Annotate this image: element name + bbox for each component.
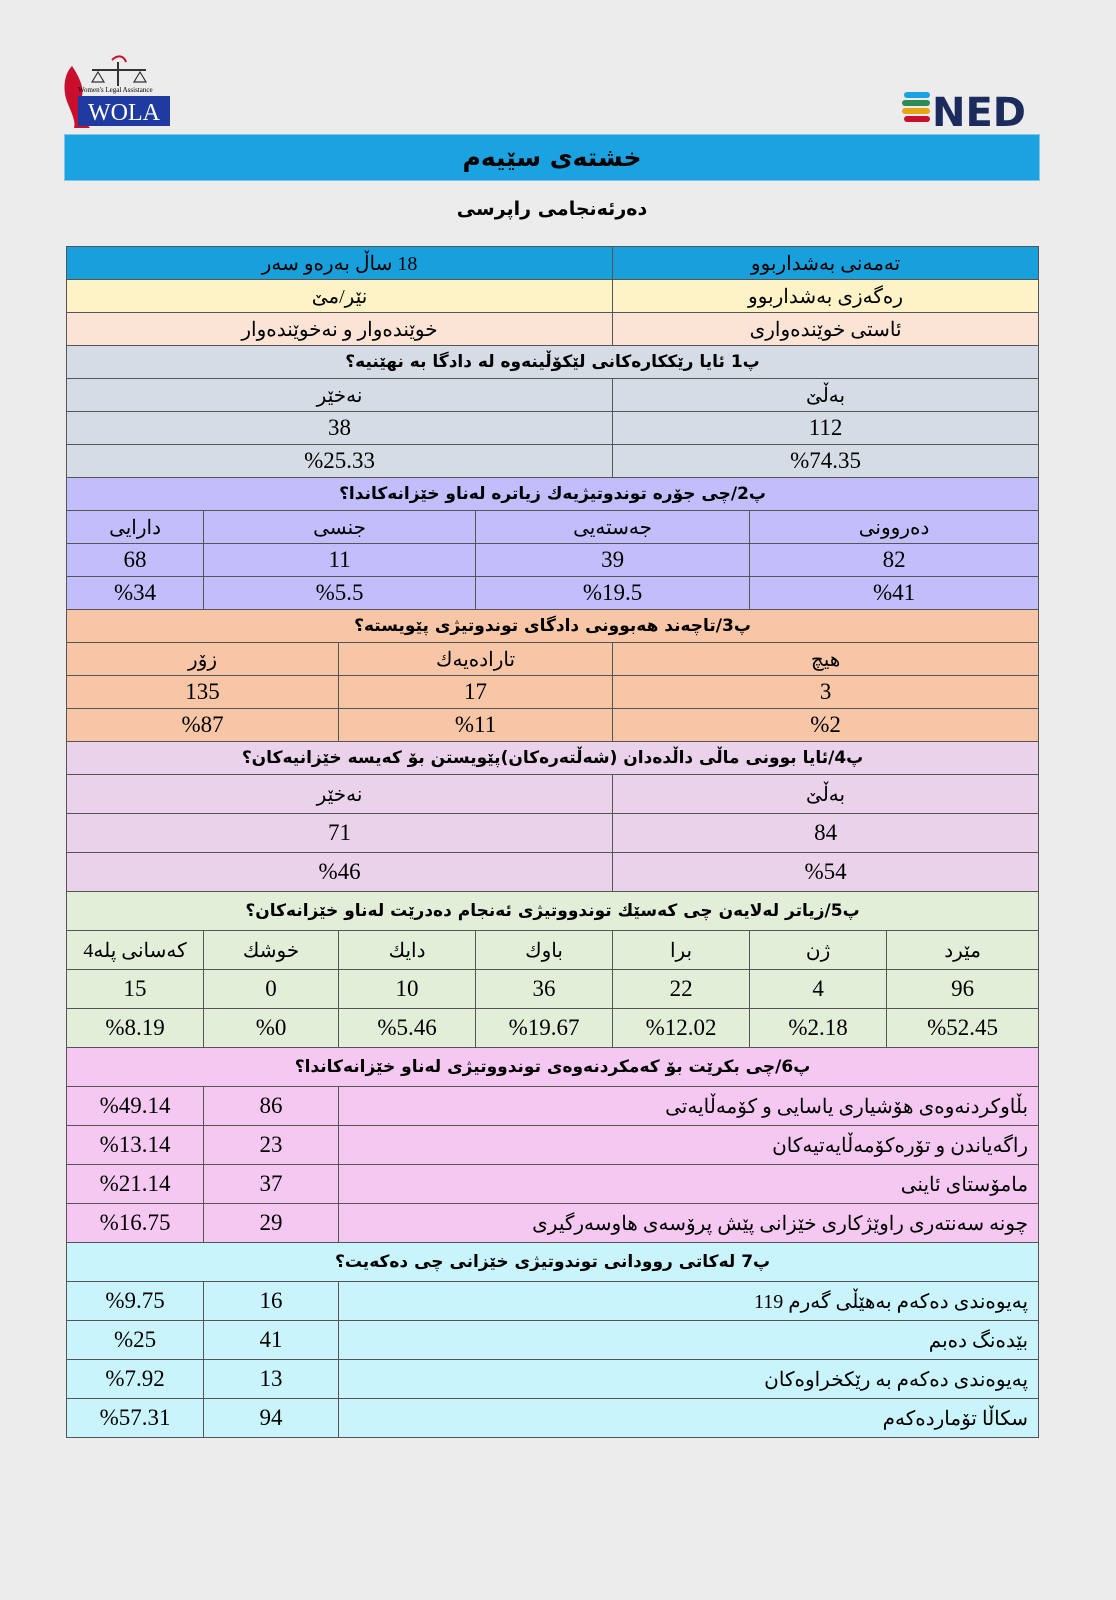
q7-row-count: 41 [204, 1321, 339, 1360]
q6-row [67, 1165, 1039, 1204]
q4-percents-row [67, 853, 1039, 892]
q4-option: نەخێر [67, 775, 613, 814]
q6-row-label: مامۆستای ئاینی [339, 1165, 1039, 1204]
q7-row-label: بێدەنگ دەبم [339, 1321, 1039, 1360]
q6-row-count: 29 [204, 1204, 339, 1243]
q6-row-percent: %16.75 [67, 1204, 204, 1243]
q6-row-count: 23 [204, 1126, 339, 1165]
q7-row-count: 94 [204, 1399, 339, 1438]
q7-row [67, 1360, 1039, 1399]
q6-row-label: بڵاوکردنەوەی هۆشیاری یاسایی و کۆمەڵایەتی [339, 1087, 1039, 1126]
q5-option: کەسانی پلە4 [67, 931, 204, 970]
q6-row [67, 1126, 1039, 1165]
ned-logo [902, 86, 1042, 132]
info-value: 18 ساڵ بەرەو سەر [67, 247, 613, 280]
q3-option: تارادەیەك [339, 643, 613, 676]
q5-count: 0 [204, 970, 339, 1009]
q7-row-percent: %7.92 [67, 1360, 204, 1399]
q4-options-row [67, 775, 1039, 814]
survey-results-subtitle: دەرئەنجامی راپرسی [456, 198, 648, 220]
q5-option: خوشك [204, 931, 339, 970]
q2-option: جەستەیی [476, 511, 750, 544]
q6-row-percent: %21.14 [67, 1165, 204, 1204]
q1-options-row [67, 379, 1039, 412]
q6-row-percent: %13.14 [67, 1126, 204, 1165]
svg-text:Women's Legal Assistance: Women's Legal Assistance [78, 86, 153, 94]
info-row-gender [67, 280, 1039, 313]
q6-row-count: 37 [204, 1165, 339, 1204]
q3-count: 17 [339, 676, 613, 709]
q5-count: 36 [476, 970, 613, 1009]
q2-title: پ2/چی جۆرە توندوتیژیەك زیاترە لەناو خێزانەکاندا؟ [67, 478, 1039, 511]
q7-row-percent: %57.31 [67, 1399, 204, 1438]
q7-title: پ7 لەکاتی روودانی توندوتیژی خێزانی چی دەکەیت؟ [67, 1243, 1039, 1282]
q2-percent: %41 [750, 577, 1039, 610]
q1-count: 38 [67, 412, 613, 445]
q3-title: پ3/تاچەند هەبوونی دادگای توندوتیژی پێویستە؟ [67, 610, 1039, 643]
info-label: ئاستی خوێندەواری [613, 313, 1039, 346]
q3-percents-row [67, 709, 1039, 742]
q6-title-row [67, 1048, 1039, 1087]
q5-count: 10 [339, 970, 476, 1009]
q2-option: جنسی [204, 511, 476, 544]
q5-percent: %8.19 [67, 1009, 204, 1048]
table-title-banner: خشتەی سێیەم [64, 134, 1040, 181]
q3-options-row [67, 643, 1039, 676]
q5-percent: %5.46 [339, 1009, 476, 1048]
q7-title-row [67, 1243, 1039, 1282]
q5-title-row [67, 892, 1039, 931]
q2-percent: %34 [67, 577, 204, 610]
q5-count: 96 [887, 970, 1039, 1009]
q5-count: 4 [750, 970, 887, 1009]
q5-title: پ5/زیاتر لەلایەن چی کەسێك توندووتیژی ئەنجام دەدرێت لەناو خێزانەکان؟ [67, 892, 1039, 931]
q5-option: برا [613, 931, 750, 970]
q6-row-label: چونە سەنتەری راوێژکاری خێزانی پێش پرۆسەی هاوسەرگیری [339, 1204, 1039, 1243]
svg-text:WOLA: WOLA [88, 100, 160, 126]
q1-title: پ1 ئایا رێککارەکانی لێکۆڵینەوە لە دادگا بە نهێنیە؟ [67, 346, 1039, 379]
q1-percents-row [67, 445, 1039, 478]
q4-title: پ4/ئایا بوونی ماڵی داڵدەدان (شەڵتەرەکان)پێویستن بۆ کەیسە خێزانیەکان؟ [67, 742, 1039, 775]
q5-percents-row [67, 1009, 1039, 1048]
q4-percent: %46 [67, 853, 613, 892]
q2-option: دەروونی [750, 511, 1039, 544]
q1-option: نەخێر [67, 379, 613, 412]
q3-percent: %11 [339, 709, 613, 742]
info-value: نێر/مێ [67, 280, 613, 313]
q2-count: 68 [67, 544, 204, 577]
q5-count: 22 [613, 970, 750, 1009]
q6-row [67, 1087, 1039, 1126]
q5-options-row [67, 931, 1039, 970]
q2-percent: %19.5 [476, 577, 750, 610]
q7-row [67, 1282, 1039, 1321]
q6-title: پ6/چی بکرێت بۆ کەمکردنەوەی توندووتیژی لەناو خێزانەکاندا؟ [67, 1048, 1039, 1087]
q2-counts-row [67, 544, 1039, 577]
q3-title-row [67, 610, 1039, 643]
q7-row-percent: %25 [67, 1321, 204, 1360]
q2-count: 39 [476, 544, 750, 577]
q3-percent: %2 [613, 709, 1039, 742]
q3-percent: %87 [67, 709, 339, 742]
q5-counts-row [67, 970, 1039, 1009]
q2-percents-row [67, 577, 1039, 610]
q1-percent: %74.35 [613, 445, 1039, 478]
q3-count: 3 [613, 676, 1039, 709]
info-row-education [67, 313, 1039, 346]
q2-options-row [67, 511, 1039, 544]
q4-title-row [67, 742, 1039, 775]
info-row-age [67, 247, 1039, 280]
q5-option: ژن [750, 931, 887, 970]
q5-percent: %52.45 [887, 1009, 1039, 1048]
q7-row-count: 13 [204, 1360, 339, 1399]
q2-count: 11 [204, 544, 476, 577]
q7-row [67, 1399, 1039, 1438]
q5-percent: %2.18 [750, 1009, 887, 1048]
q2-option: دارایی [67, 511, 204, 544]
q2-title-row [67, 478, 1039, 511]
q7-row-label: پەیوەندی دەکەم بەهێڵی گەرم 119 [339, 1282, 1039, 1321]
q1-counts-row [67, 412, 1039, 445]
q3-option: هیچ [613, 643, 1039, 676]
q4-count: 84 [613, 814, 1039, 853]
wola-logo [62, 52, 174, 130]
q1-title-row [67, 346, 1039, 379]
q5-option: مێرد [887, 931, 1039, 970]
q4-option: بەڵێ [613, 775, 1039, 814]
q6-row-count: 86 [204, 1087, 339, 1126]
q5-count: 15 [67, 970, 204, 1009]
q3-counts-row [67, 676, 1039, 709]
q7-row-count: 16 [204, 1282, 339, 1321]
q5-percent: %0 [204, 1009, 339, 1048]
q7-row-percent: %9.75 [67, 1282, 204, 1321]
info-label: رەگەزی بەشداربوو [613, 280, 1039, 313]
survey-results-table [66, 246, 1039, 1438]
q2-count: 82 [750, 544, 1039, 577]
q6-row [67, 1204, 1039, 1243]
q2-percent: %5.5 [204, 577, 476, 610]
q5-percent: %12.02 [613, 1009, 750, 1048]
q4-counts-row [67, 814, 1039, 853]
q5-percent: %19.67 [476, 1009, 613, 1048]
q7-row-label: پەیوەندی دەکەم بە رێکخراوەکان [339, 1360, 1039, 1399]
q5-option: باوك [476, 931, 613, 970]
svg-text:NED: NED [932, 90, 1027, 132]
q3-option: زۆر [67, 643, 339, 676]
q7-row-label: سکاڵا تۆماردەکەم [339, 1399, 1039, 1438]
q3-count: 135 [67, 676, 339, 709]
q7-row [67, 1321, 1039, 1360]
q1-count: 112 [613, 412, 1039, 445]
info-label: تەمەنی بەشداربوو [613, 247, 1039, 280]
info-value: خوێندەوار و نەخوێندەوار [67, 313, 613, 346]
q6-row-percent: %49.14 [67, 1087, 204, 1126]
q1-percent: %25.33 [67, 445, 613, 478]
q6-row-label: راگەیاندن و تۆرەکۆمەڵایەتیەکان [339, 1126, 1039, 1165]
q5-option: دایك [339, 931, 476, 970]
q1-option: بەڵێ [613, 379, 1039, 412]
q4-count: 71 [67, 814, 613, 853]
q4-percent: %54 [613, 853, 1039, 892]
